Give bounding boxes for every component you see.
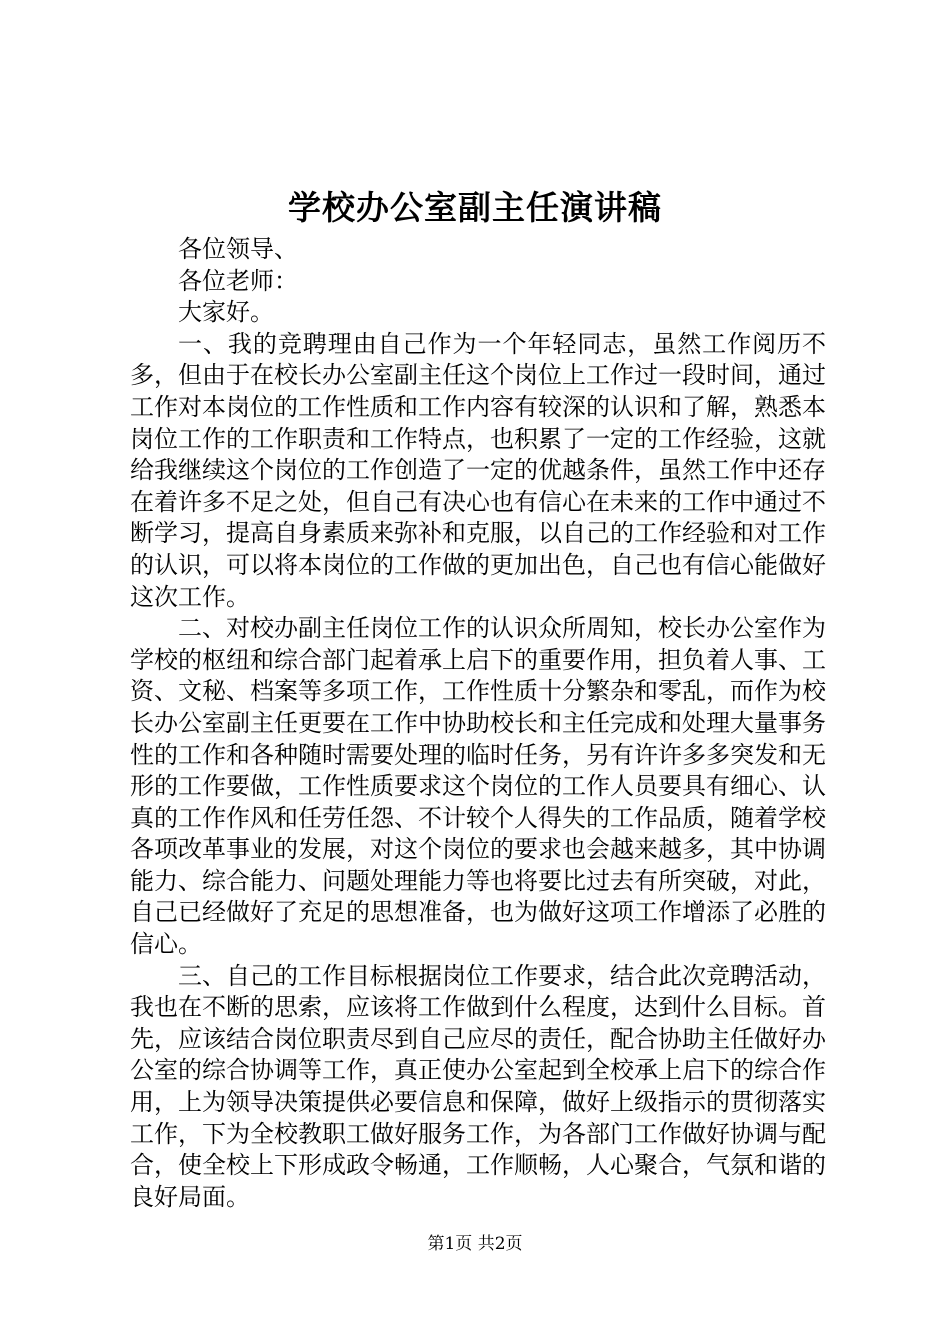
greeting: 大家好。 — [178, 298, 274, 327]
salutation-leaders: 各位领导、 — [178, 235, 298, 263]
paragraph-goals: 三、自己的工作目标根据岗位工作要求，结合此次竞聘活动，我也在不断的思索，应该将工作做到什么程度，达到什么目标。首先，应该结合岗位职责尽到自己应尽的责任，配合协助主任做好办公室的综合协调等工作，真正使办公室起到全校承上启下的综合作用，上为领导决策提供必要信息和保障，做好上级指示的贯彻落实工作，下为全校教职工做好服务工作，为各部门工作做好协调与配合，使全校上下形成政令畅通，工作顺畅，人心聚合，气氛和谐的良好局面。 — [130, 961, 826, 1211]
salutation-teachers: 各位老师： — [178, 266, 298, 295]
document-title: 学校办公室副主任演讲稿 — [288, 188, 662, 227]
page-number-footer: 第1页 共2页 — [427, 1234, 523, 1254]
document-body — [130, 234, 826, 1213]
paragraph-understanding: 二、对校办副主任岗位工作的认识众所周知，校长办公室作为学校的枢纽和综合部门起着承上启下的重要作用，担负着人事、工资、文秘、档案等多项工作，工作性质十分繁杂和零乱，而作为校长办公室副主任更要在工作中协助校长和主任完成和处理大量事务性的工作和各种随时需要处理的临时任务，另有许许多多突发和无形的工作要做，工作性质要求这个岗位的工作人员要具有细心、认真的工作作风和任劳任怨、不计较个人得失的工作品质，随着学校各项改革事业的发展，对这个岗位的要求也会越来越多，其中协调能力、综合能力、问题处理能力等也将要比过去有所突破，对此，自己已经做好了充足的思想准备，也为做好这项工作增添了必胜的信心。 — [130, 614, 826, 959]
paragraph-reason: 一、我的竞聘理由自己作为一个年轻同志，虽然工作阅历不多，但由于在校长办公室副主任这个岗位上工作过一段时间，通过工作对本岗位的工作性质和工作内容有较深的认识和了解，熟悉本岗位工作的工作职责和工作特点，也积累了一定的工作经验，这就给我继续这个岗位的工作创造了一定的优越条件，虽然工作中还存在着许多不足之处，但自己有决心也有信心在未来的工作中通过不断学习，提高自身素质来弥补和克服，以自己的工作经验和对工作的认识，可以将本岗位的工作做的更加出色，自己也有信心能做好这次工作。 — [130, 329, 826, 611]
